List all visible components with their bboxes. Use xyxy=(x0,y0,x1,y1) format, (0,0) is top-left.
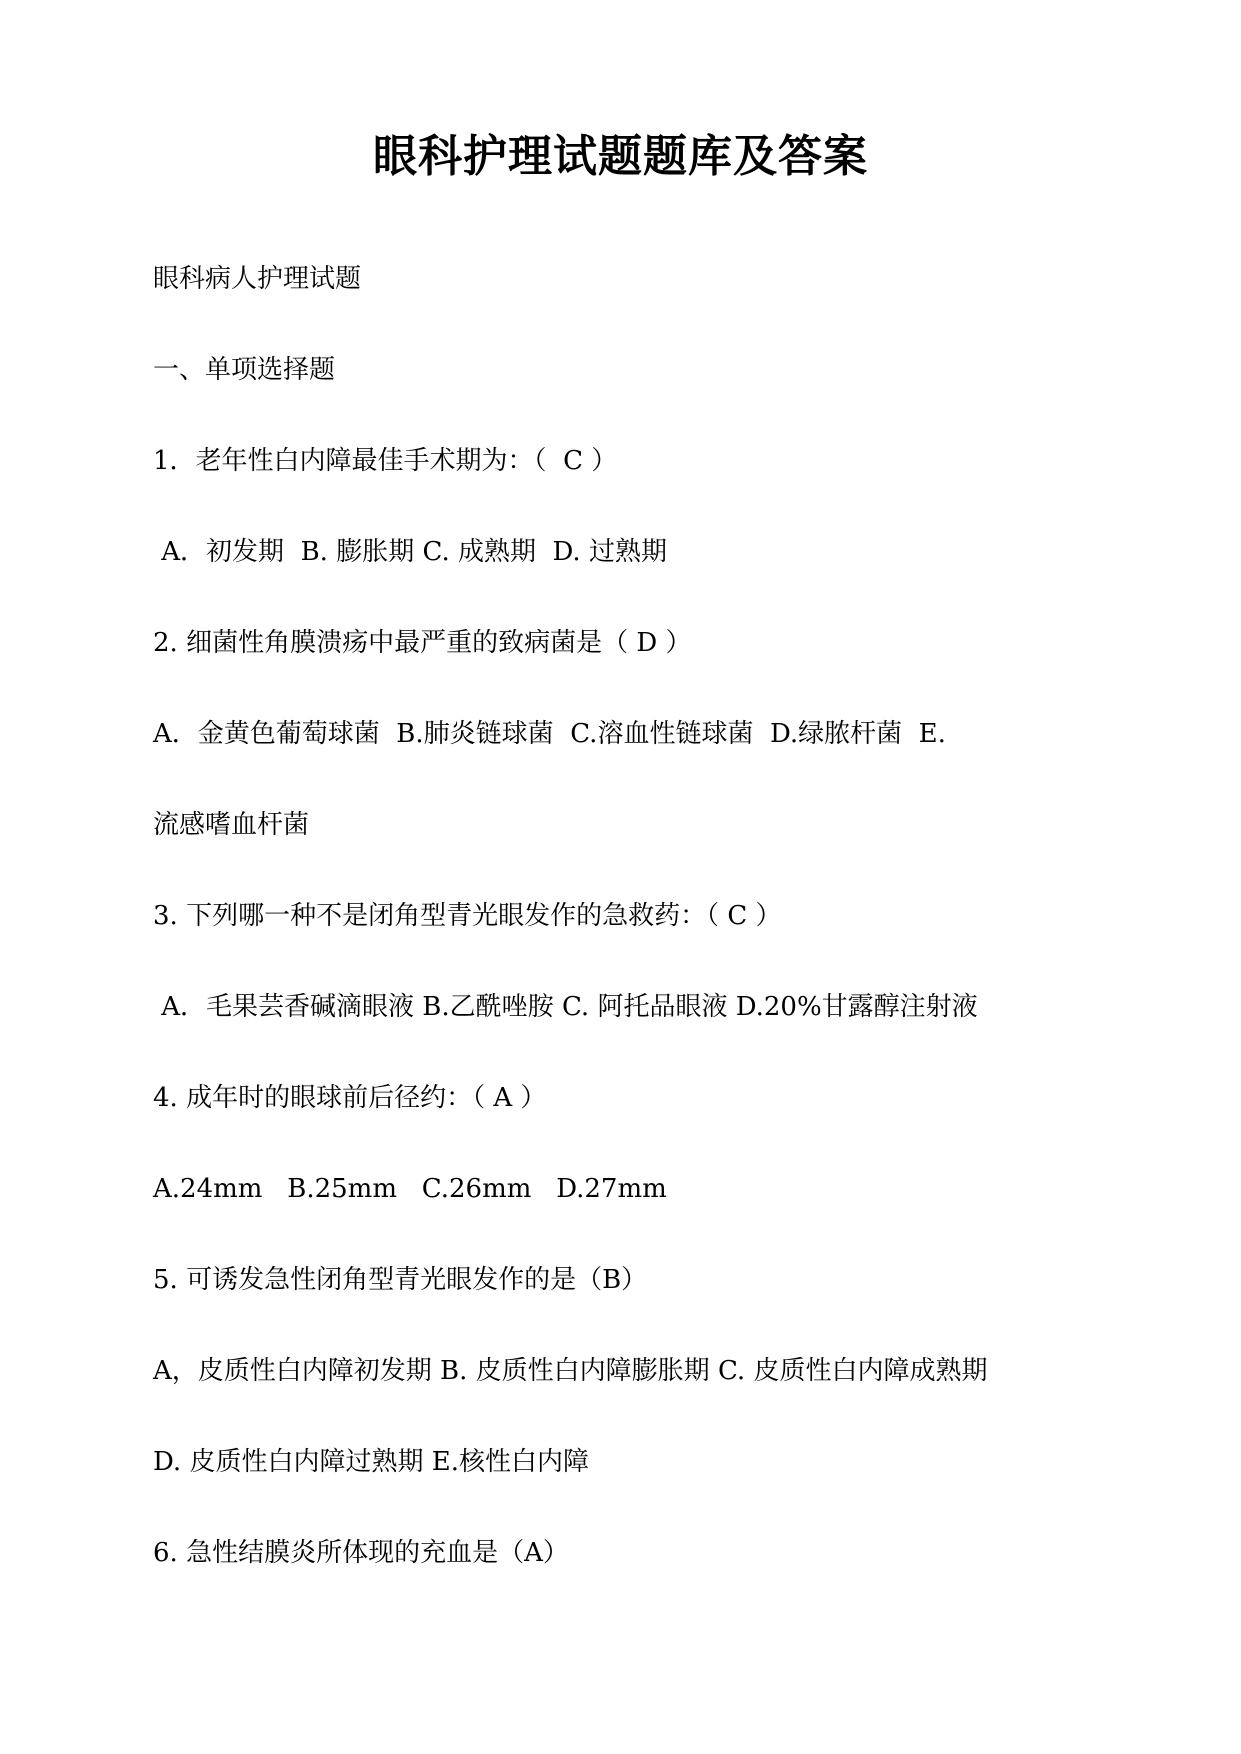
document-title: 眼科护理试题题库及答案 xyxy=(373,131,868,182)
question-2-options: A．金黄色葡萄球菌 B.肺炎链球菌 C.溶血性链球菌 D.绿脓杆菌 E. xyxy=(153,719,946,749)
question-type-heading: 一、单项选择题 xyxy=(153,355,336,385)
question-1: 1．老年性白内障最佳手术期为：（ C ） xyxy=(153,446,618,476)
question-2-options-continued: 流感嗜血杆菌 xyxy=(153,810,310,840)
question-2: 2. 细菌性角膜溃疡中最严重的致病菌是（ D ） xyxy=(153,628,692,658)
question-5-options: A，皮质性白内障初发期 B. 皮质性白内障膨胀期 C. 皮质性白内障成熟期 xyxy=(153,1356,988,1386)
question-4-options: A.24mm B.25mm C.26mm D.27mm xyxy=(153,1174,667,1204)
question-6: 6. 急性结膜炎所体现的充血是（A） xyxy=(153,1538,569,1568)
question-3: 3. 下列哪一种不是闭角型青光眼发作的急救药：（ C ） xyxy=(153,901,782,931)
question-3-options: A．毛果芸香碱滴眼液 B.乙酰唑胺 C. 阿托品眼液 D.20%甘露醇注射液 xyxy=(153,992,978,1022)
question-5: 5. 可诱发急性闭角型青光眼发作的是（B） xyxy=(153,1265,648,1295)
question-5-options-continued: D. 皮质性白内障过熟期 E.核性白内障 xyxy=(153,1447,589,1477)
section-heading: 眼科病人护理试题 xyxy=(153,264,362,294)
question-1-options: A．初发期 B. 膨胀期 C. 成熟期 D. 过熟期 xyxy=(153,537,667,567)
question-4: 4. 成年时的眼球前后径约：（ A ） xyxy=(153,1083,547,1113)
